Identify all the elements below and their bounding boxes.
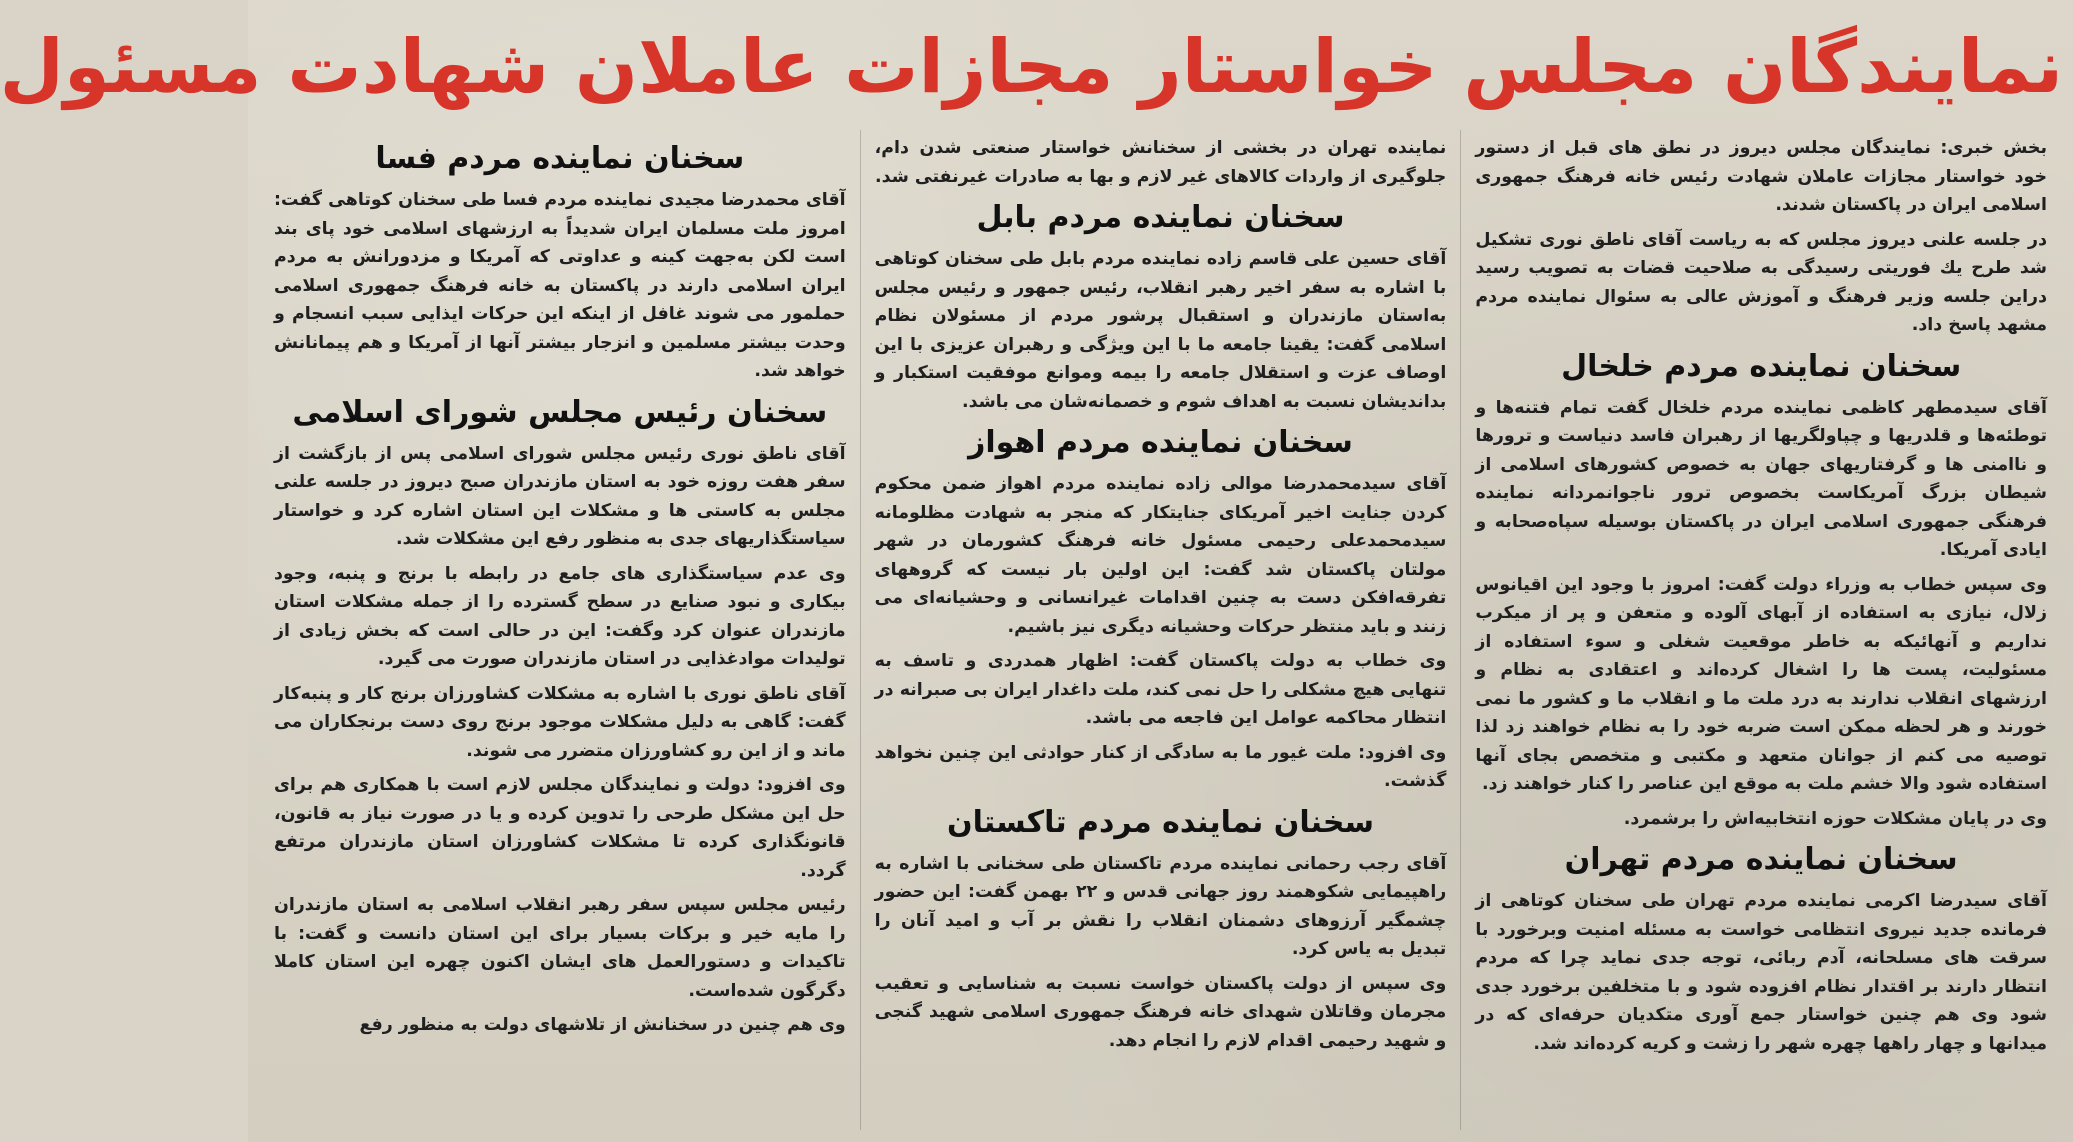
paragraph: وی سپس از دولت پاکستان خواست نسبت به شناسایی و تعقیب مجرمان وقاتلان شهدای خانه فرهنگ جمهوری اسلامی شهید گنجی و شهید رحیمی اقدام لازم را انجام دهد.	[874, 973, 1447, 1051]
section-heading: سخنان نماینده مردم خلخال	[1561, 348, 1962, 384]
paragraph: وی سپس خطاب به وزراء دولت گفت: امروز با وجود این اقیانوس زلال، نیازی به استفاده از آبهای آلوده و متعفن و پر از میکرب نداریم و آنهائیکه به خاطر موقعیت شغلی و سوء استفاده از مسئولیت، پست ها را اشغال کرده‌اند و اعتقادی به نظام و ارزشهای انقلاب ندارند به درد ملت ما و انقلاب ما و کشور ما نمی خورند و هر لحظه ممکن است ضربه خود را به نظام خواهند زد لذا توصیه می کنم از جوانان متعهد و مکتبی و متخصص بجای آنها استفاده شود والا خشم ملت به موقع این عناصر را کنار خواهند زد.	[1475, 574, 2047, 794]
paragraph: وی افزود: دولت و نمایندگان مجلس لازم است با همکاری هم برای حل این مشکل طرحی را تدوین کرده و یا در صورت نیاز به قانون، قانونگذاری کرده تا مشکلات کشاورزان استان مازندران مرتفع گردد.	[273, 775, 846, 881]
paragraph: نماینده تهران در بخشی از سخنانش خواستار صنعتی شدن دام، جلوگیری از واردات کالاهای غیر لازم و بها به صادرات غیرنفتی شد.	[874, 138, 1447, 187]
section-heading: سخنان رئیس مجلس شورای اسلامی	[292, 394, 828, 430]
paragraph: آقای سیدمحمدرضا موالی زاده نماینده مردم اهواز ضمن محکوم کردن جنایت اخیر آمریکای جنایتکار که منجر به شهادت مظلومانه سیدمحمدعلی رحیمی مسئول خانه فرهنگ کشورمان در شهر مولتان پاکستان شد گفت: این اولین بار نیست که گروههای تفرقه‌افکن دست به چنین اقدامات غیرانسانی و وحشیانه‌ای می زنند و باید منتظر حرکات وحشیانه دیگری نیز باشیم.	[874, 474, 1447, 637]
paragraph: وی افزود: ملت غیور ما به سادگی از کنار حوادثی این چنین نخواهد گذشت.	[874, 742, 1447, 791]
paragraph: آقای حسین علی قاسم زاده نماینده مردم بابل طی سخنان کوتاهی با اشاره به سفر اخیر رهبر انقلاب، رئیس جمهور و رئیس مجلس به‌استان مازندران و استقبال پرشور مردم از مسئولان نظام اسلامی گفت: یقینا جامعه ما با این ویژگی و رهبران عزیزی با این اوصاف عزت و استقلال جامعه را بیمه وموانع موفقیت استکبار و بدانديشان نسبت به اهداف شوم و خصمانه‌شان می باشد.	[874, 249, 1447, 412]
paragraph: وی در پایان مشکلات حوزه انتخابیه‌اش را برشمرد.	[1623, 808, 2047, 829]
paragraph: آقای رجب رحمانی نماینده مردم تاکستان طی سخنانی با اشاره به راهپیمایی شکوهمند روز جهانی قدس و ۲۲ بهمن گفت: این حضور چشمگیر آرزوهای دشمنان انقلاب را نقش بر آب و امید آنان را تبدیل به یاس کرد.	[874, 853, 1447, 959]
section-heading: سخنان نماینده مردم تهران	[1564, 842, 1958, 877]
section-heading: سخنان نماینده مردم فسا	[375, 141, 745, 176]
article-section	[274, 394, 846, 1040]
article-column-3	[260, 130, 861, 1130]
paragraph: آقای سیدرضا اکرمی نماینده مردم تهران طی سخنان کوتاهی از فرمانده جدید نیروی انتظامی خواست به مسئله امنیت وبرخورد با سرقت های مسلحانه، آدم ربائی، توجه جدی نماید چرا که مردم انتظار دارند بر اقتدار نظام افزوده شود و با متخلفین برخورد جدی شود وی هم چنین خواستار جمع آوری متکدیان حرفه‌ای که در میدانها و چهار راهها چهره شهر را زشت و کریه کرده‌اند شد.	[1475, 891, 2047, 1054]
article-section	[274, 140, 846, 386]
article-column-2	[861, 130, 1462, 1130]
paragraph: رئیس مجلس سپس سفر رهبر انقلاب اسلامی به استان مازندران را مایه خیر و برکات بسیار برای این استان دانست و گفت: با تاکیدات و دستورالعمل های ایشان اکنون چهره این استان کاملا دگرگون شده‌است.	[273, 895, 846, 1001]
paragraph: وی خطاب به دولت پاکستان گفت: اظهار همدردی و تاسف به تنهایی هیچ مشکلی را حل نمی کند، ملت داغدار ایران بی صبرانه در انتظار محاکمه عوامل این فاجعه می باشد.	[874, 651, 1447, 728]
article-columns	[260, 130, 2061, 1130]
paragraph: آقای ناطق نوری با اشاره به مشکلات کشاورزان برنج کار و پنبه‌کار گفت: گاهی به دلیل مشکلات موجود برنج روی دست برنجکاران می ماند و از این رو کشاورزان متضرر می شوند.	[273, 683, 846, 761]
article-section	[1475, 841, 2047, 1058]
paragraph: آقای محمدرضا مجیدی نماینده مردم فسا طی سخنان کوتاهی گفت: امروز ملت مسلمان ایران شدیداً به ارزشهای اسلامی خود پای بند است لکن به‌جهت کینه و عداوتی که آمریکا و مزدورانش به مردم ایران اسلامی دارند در پاکستان به خانه فرهنگ جمهوری اسلامی حملمور می شوند غافل از اینکه این حرکات ایذایی سبب انسجام و وحدت بیشتر مسلمین و انزجار بیشتر آنها از آمریکا و هم پیمانانش خواهد شد.	[273, 190, 846, 381]
article-section	[875, 134, 1447, 191]
headline: نمایندگان مجلس خواستار مجازات عاملان شهادت مسئول	[0, 24, 2063, 110]
paragraph: بخش خبری: نمایندگان مجلس دیروز در نطق های قبل از دستور خود خواستار مجازات عاملان شهادت رئیس خانه فرهنگ جمهوری اسلامی ایران در پاکستان شدند.	[1475, 138, 2047, 215]
paragraph: وی هم چنین در سخنانش از تلاشهای دولت به منظور رفع	[359, 1015, 846, 1035]
section-heading: سخنان نماینده مردم تاکستان	[946, 804, 1374, 840]
paragraph: وی عدم سیاستگذاری های جامع در رابطه با برنج و پنبه، وجود بیکاری و نبود صنایع در سطح گسترده را از جمله مشکلات استان مازندران عنوان کرد وگفت: این در حالی است که بخش زیادی از تولیدات موادغذایی در استان مازندران صورت می گیرد.	[273, 563, 846, 669]
paragraph: در جلسه علنی دیروز مجلس که به ریاست آقای ناطق نوری تشکیل شد طرح یك فوریتی رسیدگی به صلاحیت قضات به تصویب رسید دراین جلسه وزیر فرهنگ و آموزش عالی به سئوال نماینده مردم مشهد پاسخ داد.	[1475, 229, 2047, 335]
article-column-1	[1461, 130, 2061, 1130]
article-section	[875, 199, 1447, 416]
article-section	[1475, 348, 2047, 834]
article-section	[1475, 134, 2047, 340]
article-section	[875, 424, 1447, 796]
article-section	[875, 804, 1447, 1056]
section-heading: سخنان نماینده مردم اهواز	[968, 425, 1353, 460]
paragraph: آقای ناطق نوری رئیس مجلس شورای اسلامی پس از بازگشت از سفر هفت روزه خود به استان مازندران صبح دیروز در جلسه علنی مجلس به کاستی ها و مشکلات این استان اشاره کرد و خواستار سیاستگذاریهای جدی به منظور رفع این مشکلات شد.	[273, 443, 846, 549]
section-heading: سخنان نماینده مردم بابل	[976, 200, 1345, 235]
paragraph: آقای سیدمطهر کاظمی نماینده مردم خلخال گفت تمام فتنه‌ها و توطئه‌ها و قلدریها و چپاولگریها از رهبران فاسد دنیاست و ترورها و ناامنی ها و گرفتاریهای جهان به خصوص کشورهای اسلامی از شیطان بزرگ آمریکاست بخصوص ترور ناجوانمردانه نماینده فرهنگی جمهوری اسلامی ایران در پاکستان بوسیله سپاه‌صحابه و ایادی آمریکا.	[1475, 397, 2047, 560]
